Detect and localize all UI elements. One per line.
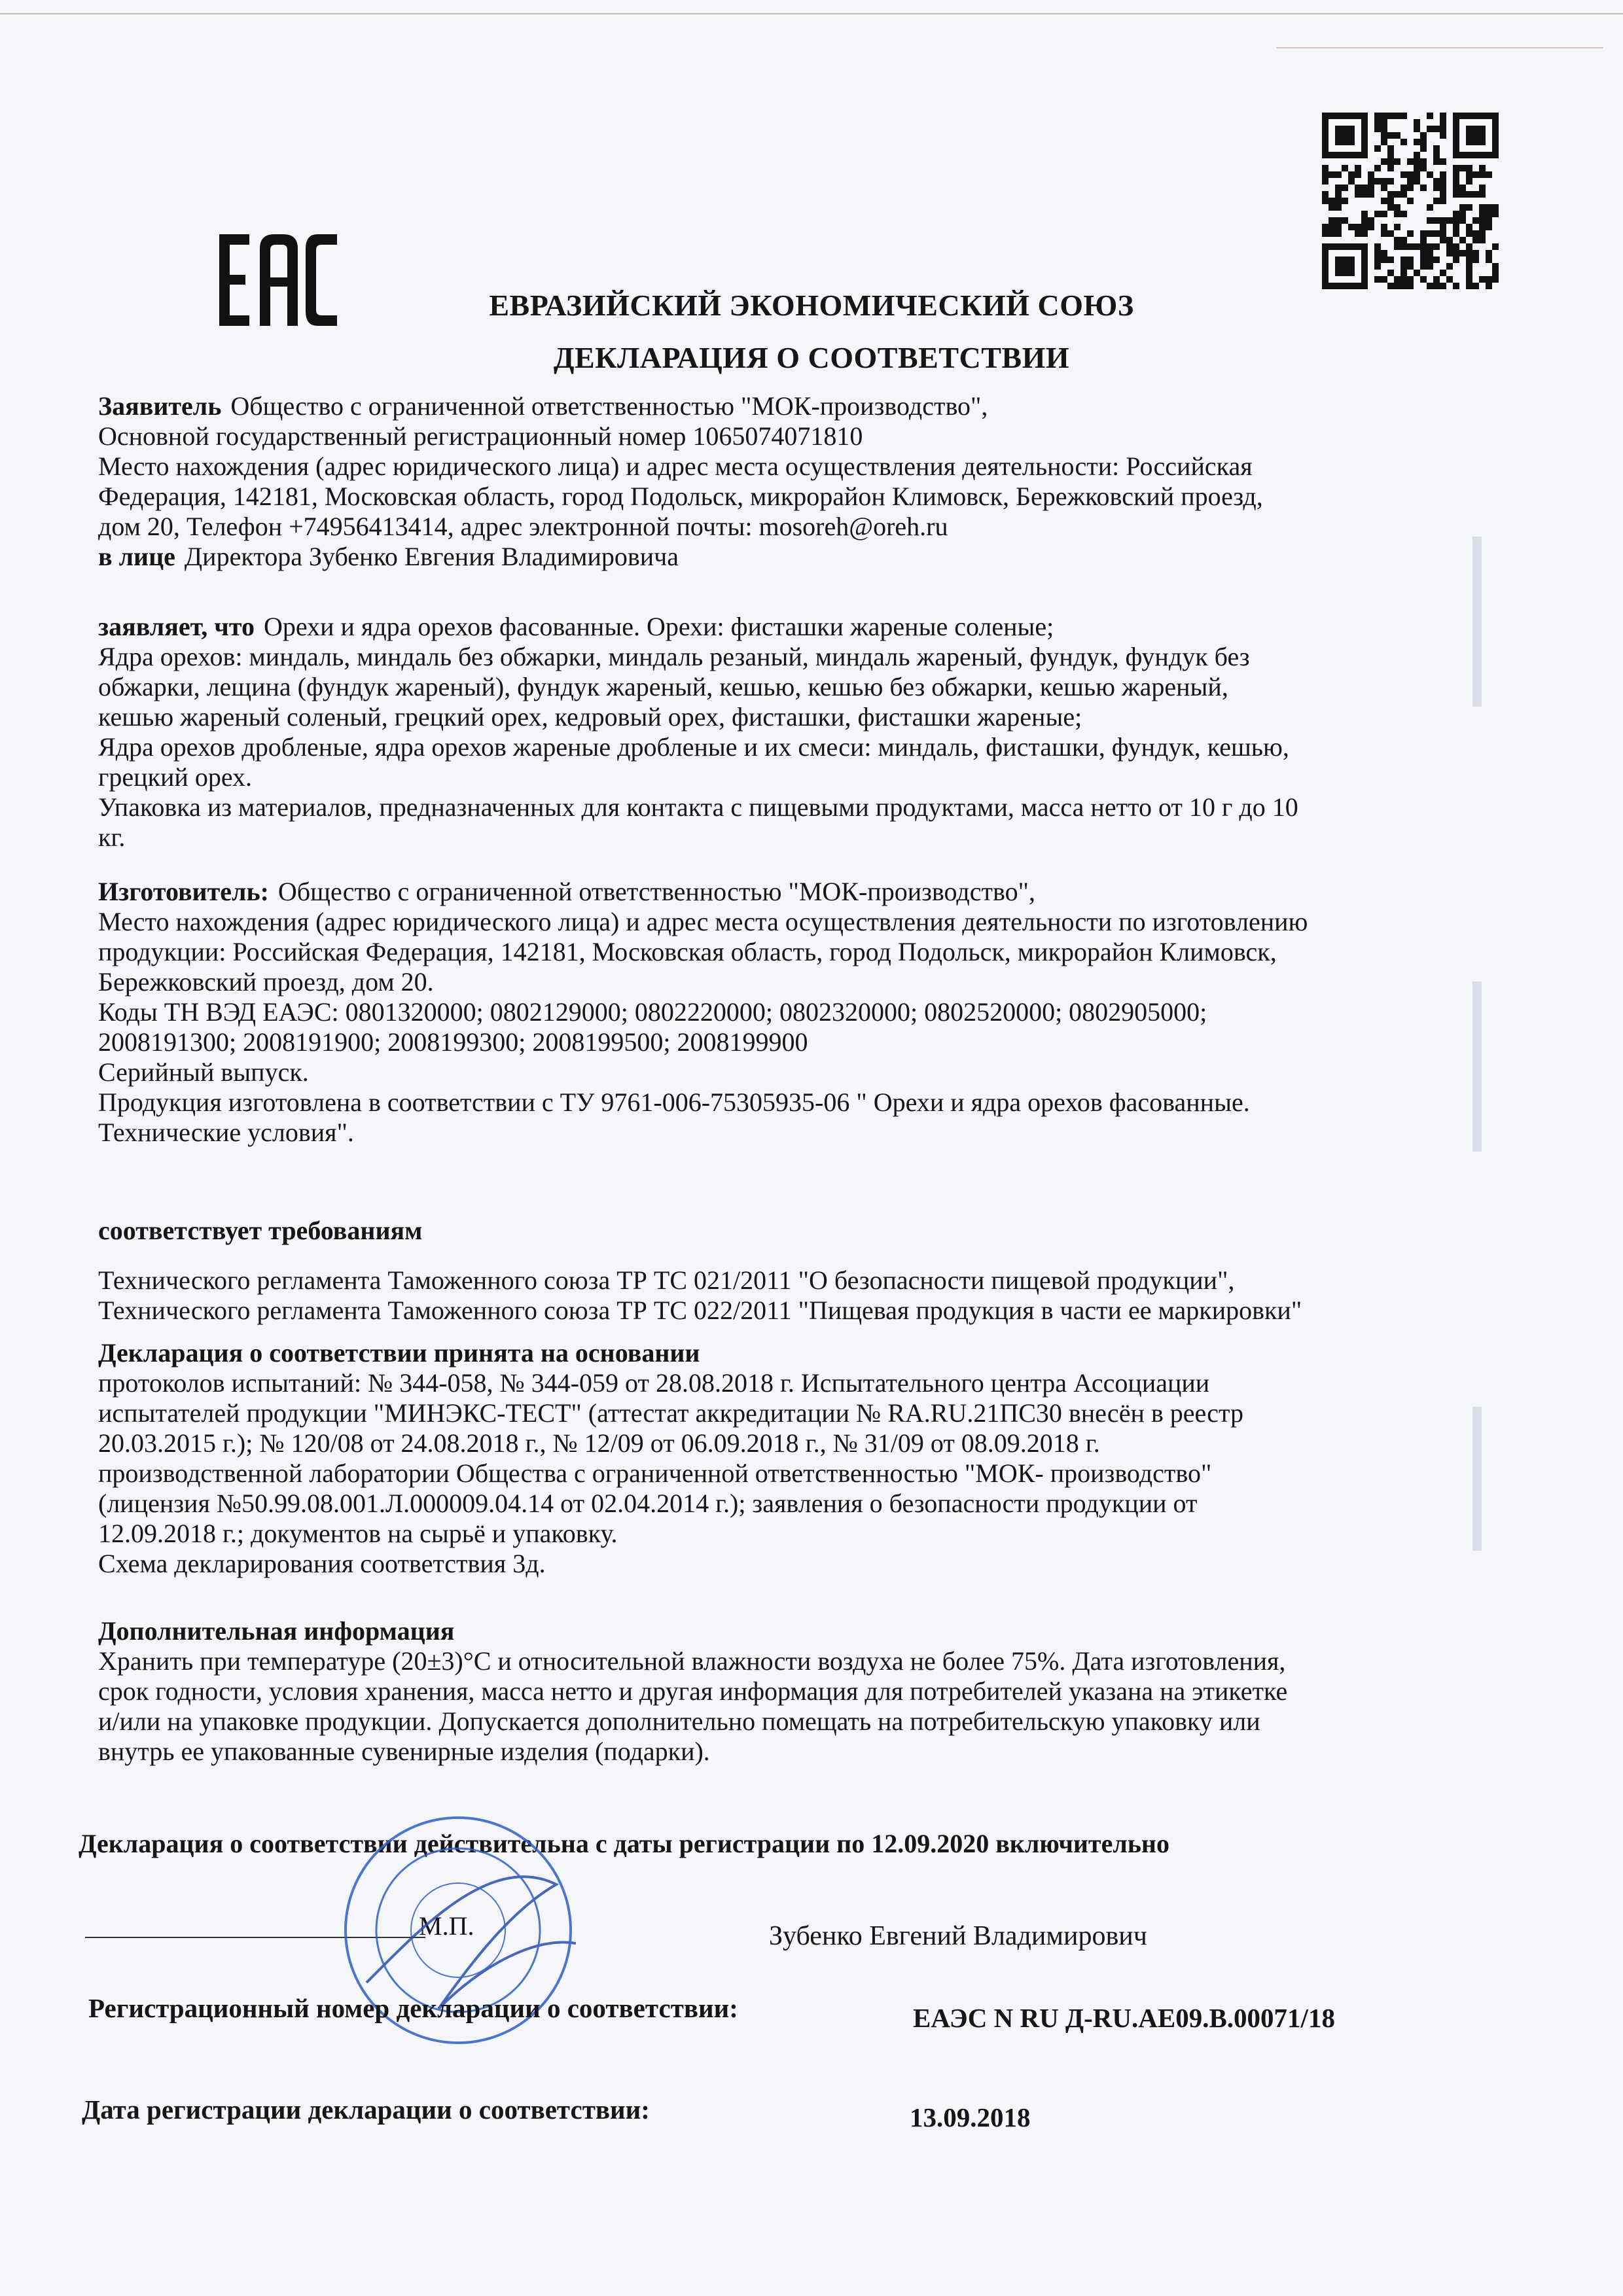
text-line: Основной государственный регистрационный номер 1065074071810	[98, 421, 863, 451]
registration-number-label: Регистрационный номер декларации о соответствии:	[88, 1993, 738, 2023]
text-line: 2008191300; 2008191900; 2008199300; 2008199500; 2008199900	[98, 1027, 808, 1057]
text-line: Технические условия".	[98, 1118, 354, 1147]
text-line: дом 20, Телефон +74956413414, адрес электронной почты: mosoreh@oreh.ru	[98, 512, 948, 541]
scan-artifact	[1472, 537, 1482, 707]
qr-code	[1322, 113, 1499, 289]
document-title: ДЕКЛАРАЦИЯ О СООТВЕТСТВИИ	[553, 341, 1070, 374]
text-line: Место нахождения (адрес юридического лица) и адрес места осуществления деятельности: Российская	[98, 451, 1253, 481]
text-line: (лицензия №50.99.08.001.Л.000009.04.14 от 02.04.2014 г.); заявления о безопасности продукции от	[98, 1489, 1198, 1518]
applicant-section	[98, 391, 1263, 572]
text-line: протоколов испытаний: № 344-058, № 344-059 от 28.08.2018 г. Испытательного центра Ассоциации	[98, 1368, 1210, 1398]
scan-edge-line	[0, 13, 1623, 14]
text-line: Упаковка из материалов, предназначенных для контакта с пищевыми продуктами, масса нетто от 10 г до 10	[98, 792, 1298, 822]
scan-artifact	[1472, 981, 1482, 1152]
text-line: Орехи и ядра орехов фасованные. Орехи: фисташки жареные соленые;	[263, 612, 1054, 641]
person-label: в лице	[98, 542, 175, 571]
text-line: срок годности, условия хранения, масса нетто и другая информация для потребителей указана на этикетке	[98, 1676, 1288, 1706]
conforms-section	[98, 1216, 1302, 1326]
text-line: Ядра орехов дробленые, ядра орехов жареные дробленые и их смеси: миндаль, фисташки, фундук, кешью,	[98, 732, 1289, 762]
text-line: продукции: Российская Федерация, 142181, Московская область, город Подольск, микрорайон Климовск,	[98, 937, 1277, 966]
text-line: кг.	[98, 822, 126, 852]
text-line: внутрь ее упакованные сувенирные изделия (подарки).	[98, 1737, 710, 1766]
applicant-person: Директора Зубенко Евгения Владимировича	[184, 542, 679, 571]
manufacturer-section	[98, 877, 1308, 1148]
registration-number: ЕАЭС N RU Д-RU.АЕ09.В.00071/18	[913, 2003, 1335, 2033]
conforms-heading: соответствует требованиям	[98, 1216, 423, 1245]
text-line: Бережковский проезд, дом 20.	[98, 967, 434, 997]
additional-section	[98, 1616, 1287, 1767]
text-line: Коды ТН ВЭД ЕАЭС: 0801320000; 0802129000; 0802220000; 0802320000; 0802520000; 0802905000;	[98, 997, 1207, 1027]
signatory-name: Зубенко Евгений Владимирович	[769, 1921, 1147, 1951]
seal-place-label: М.П.	[419, 1911, 474, 1941]
text-line: Общество с ограниченной ответственностью "МОК-производство",	[230, 391, 988, 421]
text-line: Федерация, 142181, Московская область, город Подольск, микрорайон Климовск, Бережковский проезд,	[98, 482, 1263, 511]
text-line: Технического регламента Таможенного союза ТР ТС 022/2011 "Пищевая продукция в части ее маркировки"	[98, 1296, 1302, 1325]
registration-date: 13.09.2018	[910, 2102, 1031, 2132]
applicant-label: Заявитель	[98, 391, 222, 421]
signature-scribble	[366, 1877, 576, 2009]
additional-heading: Дополнительная информация	[98, 1616, 455, 1646]
text-line: кешью жареный соленый, грецкий орех, кедровый орех, фисташки, фисташки жареные;	[98, 702, 1082, 732]
text-line: и/или на упаковке продукции. Допускается дополнительно помещать на потребительскую упаковку или	[98, 1706, 1260, 1736]
text-line: Общество с ограниченной ответственностью "МОК-производство",	[277, 877, 1035, 906]
validity-statement: Декларация о соответствии действительна с даты регистрации по 12.09.2020 включительно	[79, 1829, 1169, 1858]
text-line: Продукция изготовлена в соответствии с ТУ 9761-006-75305935-06 " Орехи и ядра орехов фасованные.	[98, 1087, 1250, 1117]
text-line: Хранить при температуре (20±3)°С и относительной влажности воздуха не более 75%. Дата изготовления,	[98, 1646, 1286, 1676]
text-line: Место нахождения (адрес юридического лица) и адрес места осуществления деятельности по изготовлению	[98, 907, 1308, 936]
text-line: производственной лаборатории Общества с ограниченной ответственностью "МОК- производство"	[98, 1458, 1212, 1488]
text-line: испытателей продукции "МИНЭКС-ТЕСТ" (аттестат аккредитации № RA.RU.21ПС30 внесён в реестр	[98, 1398, 1243, 1428]
text-line: 20.03.2015 г.); № 120/08 от 24.08.2018 г., № 12/09 от 06.09.2018 г., № 31/09 от 08.09.2018 г.	[98, 1428, 1100, 1458]
basis-heading: Декларация о соответствии принята на основании	[98, 1338, 700, 1368]
declares-section	[98, 612, 1298, 853]
text-line: грецкий орех.	[98, 762, 253, 792]
text-line: обжарки, лещина (фундук жареный), фундук жареный, кешью, кешью без обжарки, кешью жареный,	[98, 672, 1228, 701]
scan-edge-line	[1276, 47, 1603, 48]
manufacturer-label: Изготовитель:	[98, 877, 269, 906]
declares-label: заявляет, что	[98, 612, 255, 641]
basis-section	[98, 1338, 1243, 1579]
text-line: Серийный выпуск.	[98, 1057, 309, 1087]
text-line: Схема декларирования соответствия 3д.	[98, 1549, 546, 1578]
text-line: Технического регламента Таможенного союза ТР ТС 021/2011 "О безопасности пищевой продукции",	[98, 1265, 1235, 1295]
registration-date-label: Дата регистрации декларации о соответствии:	[82, 2094, 650, 2125]
union-title: ЕВРАЗИЙСКИЙ ЭКОНОМИЧЕСКИЙ СОЮЗ	[489, 289, 1134, 322]
scan-artifact	[1472, 1407, 1482, 1551]
text-line: Ядра орехов: миндаль, миндаль без обжарки, миндаль резаный, миндаль жареный, фундук, фундук без	[98, 642, 1250, 671]
text-line: 12.09.2018 г.; документов на сырьё и упаковку.	[98, 1519, 618, 1548]
